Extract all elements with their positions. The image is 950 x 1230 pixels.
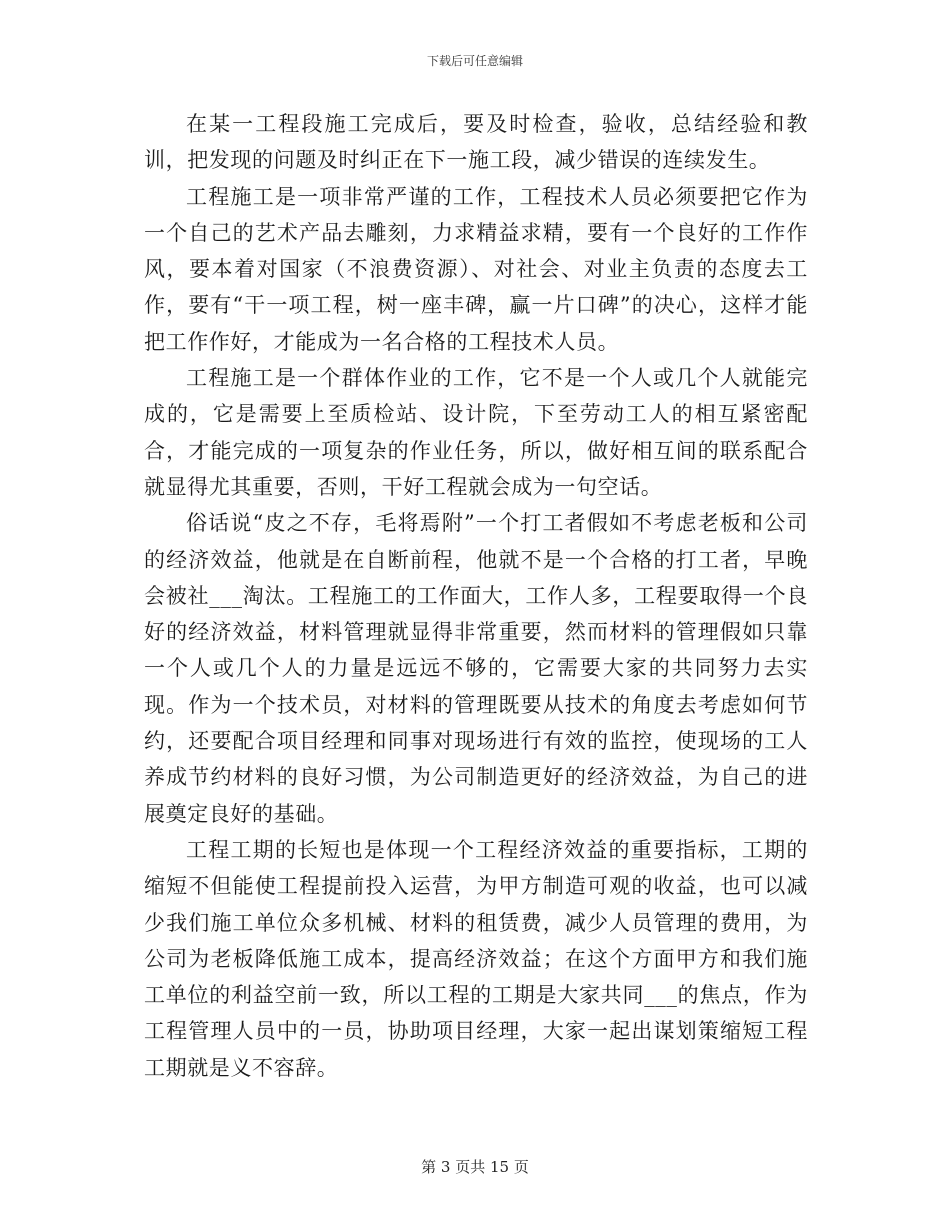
document-body [144,106,808,1086]
paragraph: 工程施工是一个群体作业的工作，它不是一个人或几个人就能完成的，它是需要上至质检站、设计院，下至劳动工人的相互紧密配合，才能完成的一项复杂的作业任务，所以，做好相互间的联系配合就显得尤其重要，否则，干好工程就会成为一句空话。 [144,366,808,499]
page-number: 第 3 页共 15 页 [421,1158,529,1176]
paragraph: 俗话说“皮之不存，毛将焉附”一个打工者假如不考虑老板和公司的经济效益，他就是在自断前程，他就不是一个合格的打工者，早晚会被社___淘汰。工程施工的工作面大，工作人多，工程要取得一个良好的经济效益，材料管理就显得非常重要，然而材料的管理假如只靠一个人或几个人的力量是远远不够的，它需要大家的共同努力去实现。作为一个技术员，对材料的管理既要从技术的角度去考虑如何节约，还要配合项目经理和同事对现场进行有效的监控，使现场的工人养成节约材料的良好习惯，为公司制造更好的经济效益，为自己的进展奠定良好的基础。 [144,511,808,826]
paragraph: 在某一工程段施工完成后，要及时检查，验收，总结经验和教训，把发现的问题及时纠正在下一施工段，减少错误的连续发生。 [144,112,808,173]
page-header-note: 下载后可任意编辑 [426,54,523,68]
paragraph: 工程工期的长短也是体现一个工程经济效益的重要指标，工期的缩短不但能使工程提前投入运营，为甲方制造可观的收益，也可以减少我们施工单位众多机械、材料的租赁费，减少人员管理的费用，为公司为老板降低施工成本，提高经济效益；在这个方面甲方和我们施工单位的利益空前一致，所以工程的工期是大家共同___的焦点，作为工程管理人员中的一员，协助项目经理，大家一起出谋划策缩短工程工期就是义不容辞。 [144,837,808,1080]
paragraph: 工程施工是一项非常严谨的工作，工程技术人员必须要把它作为一个自己的艺术产品去雕刻，力求精益求精，要有一个良好的工作作风，要本着对国家（不浪费资源）、对社会、对业主负责的态度去工作，要有“干一项工程，树一座丰碑，赢一片口碑”的决心，这样才能把工作作好，才能成为一名合格的工程技术人员。 [144,184,808,354]
